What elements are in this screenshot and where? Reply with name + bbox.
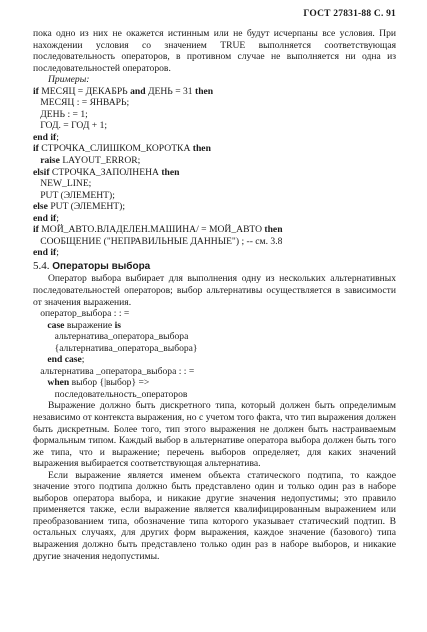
code-line xyxy=(33,354,396,366)
code-line xyxy=(33,155,396,167)
code-keyword: if xyxy=(33,143,39,155)
code-keyword: then xyxy=(161,166,180,178)
code-line xyxy=(33,213,396,225)
code-keyword: when xyxy=(47,377,70,389)
section-paragraph: Оператор выбора выбирает для выполнения одну из нескольких альтернативных последовательностей операторов; выбор альтернативы осуществляется в зависимости от значения выражения. xyxy=(33,273,396,308)
code-text: NEW_LINE; xyxy=(40,178,92,190)
section-title: Операторы выбора xyxy=(52,260,151,272)
code-line xyxy=(33,389,396,401)
code-line xyxy=(33,97,396,109)
code-text: LAYOUT_ERROR; xyxy=(59,155,141,167)
code-line xyxy=(33,343,396,355)
code-text: выбор {|выбор} => xyxy=(69,377,150,389)
code-text: последовательность_операторов xyxy=(54,388,188,400)
code-keyword: then xyxy=(264,224,283,236)
code-keyword: is xyxy=(114,319,121,331)
paragraph-static-subtype: Если выражение является именем объекта статического подтипа, то каждое значение этого подтипа должно быть представлено один и только один раз в наборе выборов оператора выбора, и никакие другие значения недопустимы; это правило применяется также, если выражение является квалифицированным выражением или преобразованием типа, обозначение типа которого указывает статический подтип. В остальных случаях, для других форм выражения, каждое значение (базового) типа выражения должно быть представлено только один раз в наборе выборов, и никакие другие значения недопустимы. xyxy=(33,469,396,562)
code-text: PUT (ЭЛЕМЕНТ); xyxy=(40,189,115,201)
code-keyword: if xyxy=(33,224,39,236)
section-heading xyxy=(33,260,396,274)
code-keyword: and xyxy=(130,85,146,97)
code-line xyxy=(33,247,396,259)
code-keyword: elsif xyxy=(33,166,50,178)
code-keyword: raise xyxy=(40,155,60,167)
code-text: альтернатива_оператора_выбора xyxy=(54,331,189,343)
code-keyword: end case xyxy=(47,354,82,366)
code-line xyxy=(33,190,396,202)
code-line xyxy=(33,201,396,213)
page-content xyxy=(33,28,396,562)
code-line xyxy=(33,132,396,144)
code-keyword: then xyxy=(192,143,211,155)
intro-paragraph: пока одно из них не окажется истинным или не будут исчерпаны все условия. При нахождении условия со значением TRUE выполняется соответствующая последовательность операторов, в противном случае не выполняется ни одна из последовательностей операторов. xyxy=(33,28,396,74)
code-line xyxy=(33,320,396,332)
code-text: оператор_выбора : : = xyxy=(40,308,130,320)
code-keyword: else xyxy=(33,201,48,213)
code-line xyxy=(33,109,396,121)
code-text: ГОД. = ГОД + 1; xyxy=(40,120,108,132)
code-keyword: end if xyxy=(33,247,57,259)
code-line xyxy=(33,224,396,236)
code-line xyxy=(33,308,396,320)
code-text: ; xyxy=(56,131,59,143)
code-text: ; xyxy=(56,247,59,259)
paragraph-expression: Выражение должно быть дискретного типа, который должен быть определимым независимо от контекста выражения, но с учетом того факта, что тип выражения должен быть дискретным. Более того, тип этого выражения не должен быть настраиваемым формальным типом. Каждый выбор в альтернативе оператора выбора должен быть того же типа, что и выражение; перечень выборов определяет, для каких значений выражения выбирается соответствующая альтернатива. xyxy=(33,400,396,470)
code-syntax-case xyxy=(33,308,396,400)
code-line xyxy=(33,143,396,155)
code-line xyxy=(33,236,396,248)
code-keyword: end if xyxy=(33,131,57,143)
code-keyword: case xyxy=(47,319,65,331)
code-text: ; xyxy=(81,354,85,366)
code-line xyxy=(33,120,396,132)
code-text: МЕСЯЦ : = ЯНВАРЬ; xyxy=(40,97,130,109)
code-text: ДЕНЬ = 31 xyxy=(145,85,196,97)
code-text: МЕСЯЦ = ДЕКАБРЬ xyxy=(38,85,131,97)
code-text: ; xyxy=(56,212,59,224)
page-header: ГОСТ 27831-88 С. 91 xyxy=(303,9,396,19)
code-text: СТРОЧКА_ЗАПОЛНЕНА xyxy=(49,166,162,178)
code-line xyxy=(33,167,396,179)
code-line xyxy=(33,331,396,343)
code-keyword: end if xyxy=(33,212,57,224)
code-text: СООБЩЕНИЕ ("НЕПРАВИЛЬНЫЕ ДАННЫЕ") ; -- см. 3.8 xyxy=(40,235,283,247)
code-example-if xyxy=(33,86,396,259)
code-text: ДЕНЬ : = 1; xyxy=(40,108,88,120)
code-line xyxy=(33,366,396,378)
code-line xyxy=(33,178,396,190)
code-line xyxy=(33,86,396,98)
code-text: МОЙ_АВТО.ВЛАДЕЛЕН.МАШИНА/ = МОЙ_АВТО xyxy=(38,224,265,236)
code-text: {альтернатива_оператора_выбора} xyxy=(54,342,198,354)
code-text: альтернатива _оператора_выбора : : = xyxy=(40,365,195,377)
section-number: 5.4. xyxy=(33,259,50,272)
code-line xyxy=(33,377,396,389)
code-text: PUT (ЭЛЕМЕНТ); xyxy=(47,201,125,213)
code-keyword: if xyxy=(33,85,39,97)
code-text: выражение xyxy=(64,319,115,331)
code-text: СТРОЧКА_СЛИШКОМ_КОРОТКА xyxy=(38,143,193,155)
examples-label: Примеры: xyxy=(48,74,90,86)
code-keyword: then xyxy=(195,85,214,97)
